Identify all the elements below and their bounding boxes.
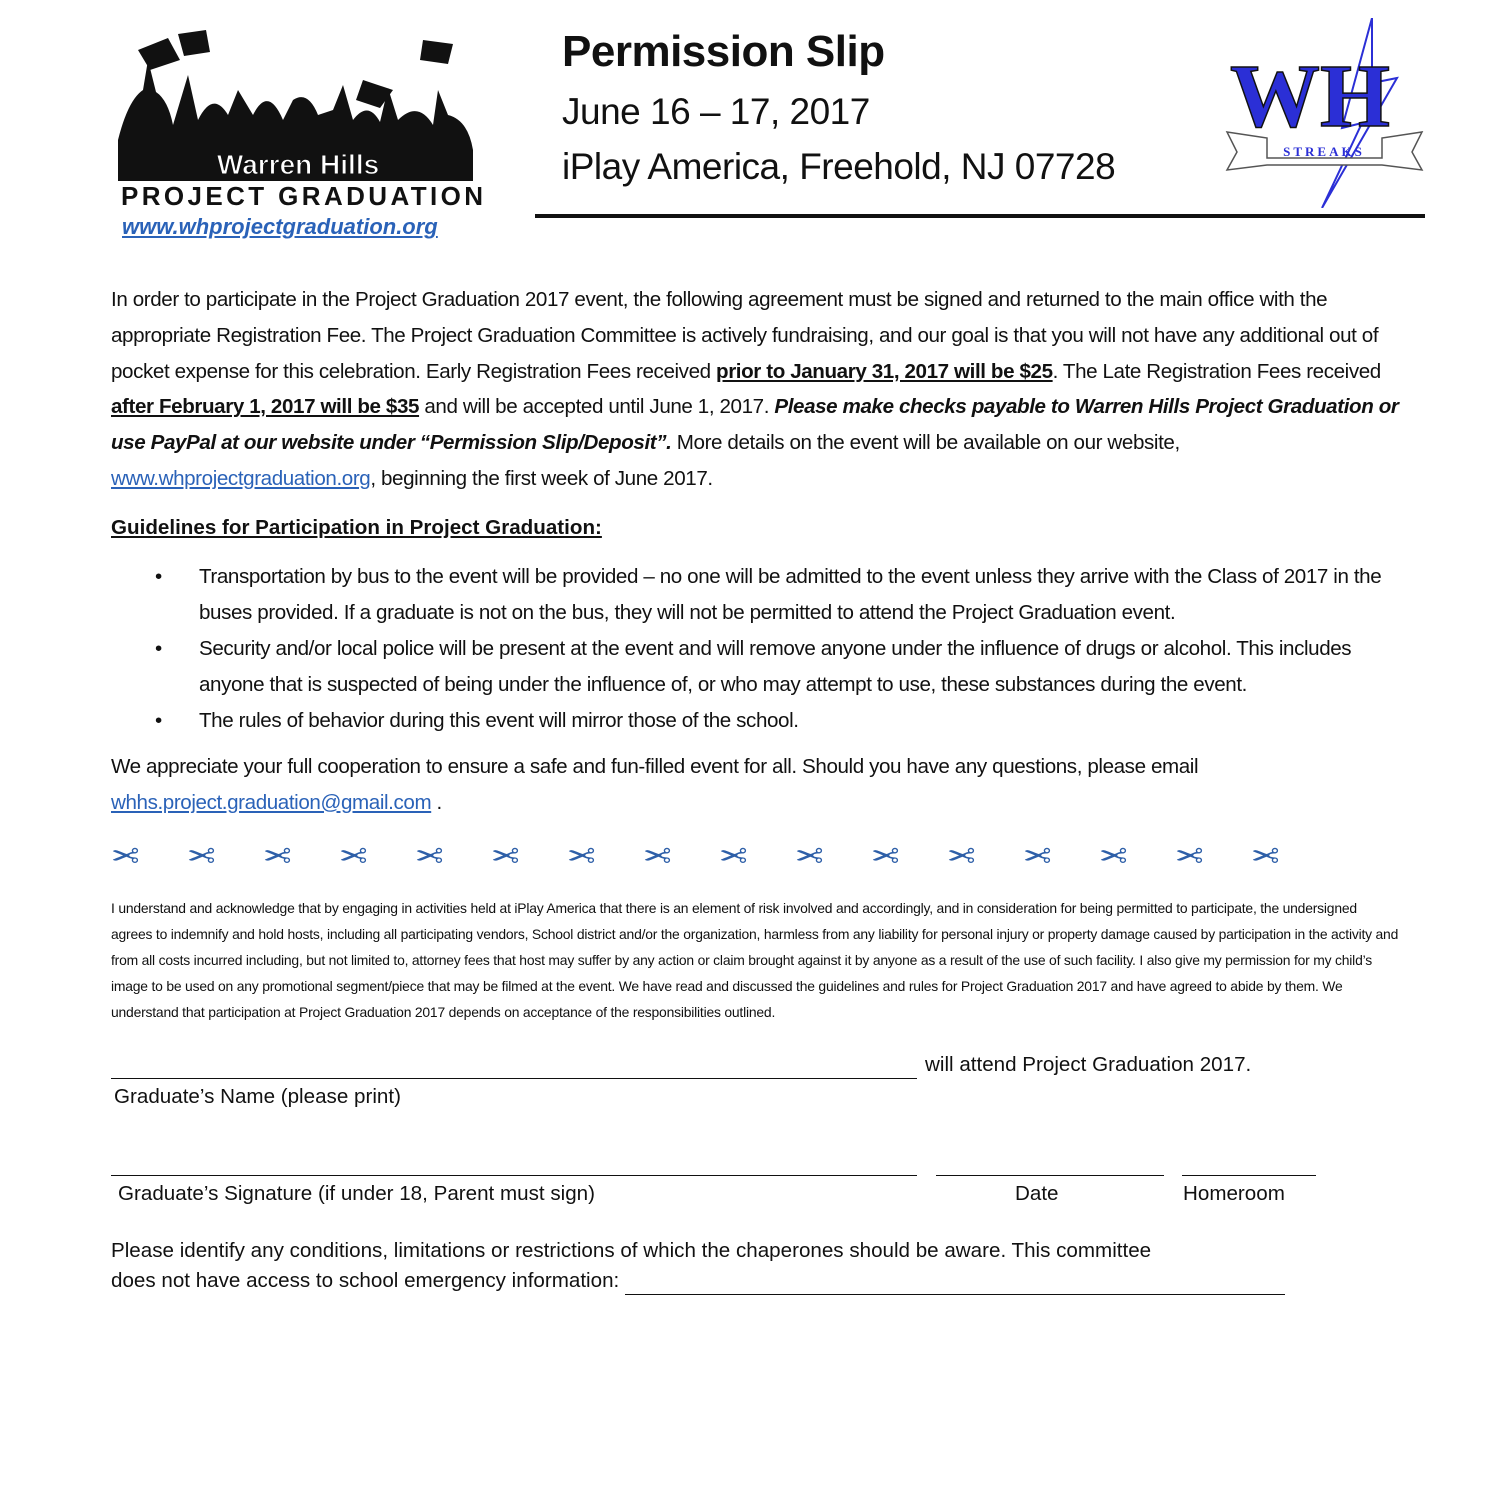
conditions-row bbox=[111, 1267, 1401, 1295]
scissors-icon: ✂ bbox=[1023, 835, 1052, 874]
homeroom-label: Homeroom bbox=[1183, 1182, 1285, 1206]
website-link-body[interactable]: www.whprojectgraduation.org bbox=[111, 466, 371, 490]
scissors-icon: ✂ bbox=[643, 835, 672, 874]
email-link[interactable]: whhs.project.graduation@gmail.com bbox=[111, 790, 432, 814]
date-field[interactable] bbox=[936, 1151, 1164, 1176]
scissors-icon: ✂ bbox=[1099, 835, 1128, 874]
scissors-icon: ✂ bbox=[263, 835, 292, 874]
conditions-text-1: Please identify any conditions, limitations or restrictions of which the chaperones should be aware. This committee bbox=[111, 1239, 1152, 1263]
cut-line bbox=[111, 834, 1311, 878]
guidelines-heading: Guidelines for Participation in Project Graduation: bbox=[111, 515, 602, 539]
scissors-icon: ✂ bbox=[567, 835, 596, 874]
scissors-icon: ✂ bbox=[871, 835, 900, 874]
conditions-field[interactable] bbox=[625, 1270, 1285, 1295]
scissors-icon: ✂ bbox=[111, 835, 140, 874]
scissors-icon: ✂ bbox=[187, 835, 216, 874]
closing-paragraph: We appreciate your full cooperation to ensure a safe and fun-filled event for all. Should you have any questions, please email whhs.project.graduation@gmail.com . bbox=[111, 754, 1199, 814]
scissors-icon: ✂ bbox=[491, 835, 520, 874]
homeroom-field[interactable] bbox=[1182, 1151, 1316, 1176]
document-body bbox=[111, 0, 1401, 1315]
graduate-name-field[interactable] bbox=[111, 1054, 917, 1079]
svg-text:STREAKS: STREAKS bbox=[1283, 144, 1365, 159]
conditions-text-2: does not have access to school emergency information: bbox=[111, 1269, 620, 1293]
checks-note: Please make checks payable to Warren Hills Project Graduation or use PayPal at our website under “Permission Slip/Deposit”. bbox=[111, 395, 1399, 455]
signature-field[interactable] bbox=[111, 1151, 917, 1176]
scissors-icon: ✂ bbox=[719, 835, 748, 874]
graduate-name-row bbox=[111, 1051, 1401, 1079]
signature-labels-row bbox=[111, 1180, 1401, 1208]
date-label: Date bbox=[1015, 1182, 1059, 1206]
scissors-icon: ✂ bbox=[947, 835, 976, 874]
scissors-icon: ✂ bbox=[1251, 835, 1280, 874]
website-link-header[interactable]: www.whprojectgraduation.org bbox=[122, 214, 438, 239]
waiver-text: I understand and acknowledge that by engaging in activities held at iPlay America that there is an element of risk involved and accordingly, and in consideration for being permitted to participate, the undersigned agrees to indemnify and hold hosts, including all participating vendors, School district and/or the organization, harmless from any liability for personal injury or property damage caused by participation in the activity and from all costs incurred including, but not limited to, attorney fees that host may suffer by any action or claim brought against it by anyone as a result of the use of such facility. I also give my permission for my child’s image to be used on any promotional segment/piece that may be filmed at the event. We have read and discussed the guidelines and rules for Project Graduation 2017 and have agreed to abide by them. We understand that participation at Project Graduation 2017 depends on acceptance of the responsibilities outlined. bbox=[111, 900, 1399, 1020]
intro-paragraph: In order to participate in the Project Graduation 2017 event, the following agreement must be signed and returned to the main office with the appropriate Registration Fee. The Project Graduation Committee is actively fundraising, and our goal is that you will not have any additional out of pocket expense for this celebration. Early Registration Fees received prior to January 31, 2017 will be $25. The Late Registration Fees received after February 1, 2017 will be $35 and will be accepted until June 1, 2017. Please make checks payable to Warren Hills Project Graduation or use PayPal at our website under “Permission Slip/Deposit”. More details on the event will be available on our website, www.whprojectgraduation.org, beginning the first week of June 2017. bbox=[111, 288, 1399, 490]
signature-row bbox=[111, 1151, 1401, 1176]
graduate-name-label: Graduate’s Name (please print) bbox=[114, 1085, 401, 1109]
attend-text: will attend Project Graduation 2017. bbox=[925, 1053, 1252, 1077]
guideline-item: • The rules of behavior during this event will mirror those of the school. bbox=[155, 708, 799, 732]
event-location: iPlay America, Freehold, NJ 07728 bbox=[562, 146, 1116, 187]
scissors-icon: ✂ bbox=[795, 835, 824, 874]
scissors-icon: ✂ bbox=[415, 835, 444, 874]
guideline-item: • Transportation by bus to the event will be provided – no one will be admitted to the event unless they arrive with the Class of 2017 in the buses provided. If a graduate is not on the bus, they will not be permitted to attend the Project Graduation event. bbox=[155, 564, 1382, 624]
guideline-item: • Security and/or local police will be present at the event and will remove anyone under the influence of drugs or alcohol. This includes anyone that is suspected of being under the influence of, or who may attempt to use, these substances during the event. bbox=[155, 636, 1352, 696]
late-fee: after February 1, 2017 will be $35 bbox=[111, 395, 420, 419]
svg-text:PROJECT GRADUATION: PROJECT GRADUATION bbox=[121, 181, 483, 208]
guidelines-list bbox=[111, 559, 1401, 739]
scissors-icon: ✂ bbox=[1175, 835, 1204, 874]
signature-label: Graduate’s Signature (if under 18, Parent must sign) bbox=[118, 1182, 595, 1206]
page-title: Permission Slip bbox=[562, 27, 885, 76]
early-fee: prior to January 31, 2017 will be $25 bbox=[716, 359, 1053, 383]
scissors-icon: ✂ bbox=[339, 835, 368, 874]
event-dates: June 16 – 17, 2017 bbox=[562, 91, 870, 132]
svg-text:Warren Hills: Warren Hills bbox=[216, 149, 380, 180]
svg-text:WH: WH bbox=[1229, 47, 1391, 146]
